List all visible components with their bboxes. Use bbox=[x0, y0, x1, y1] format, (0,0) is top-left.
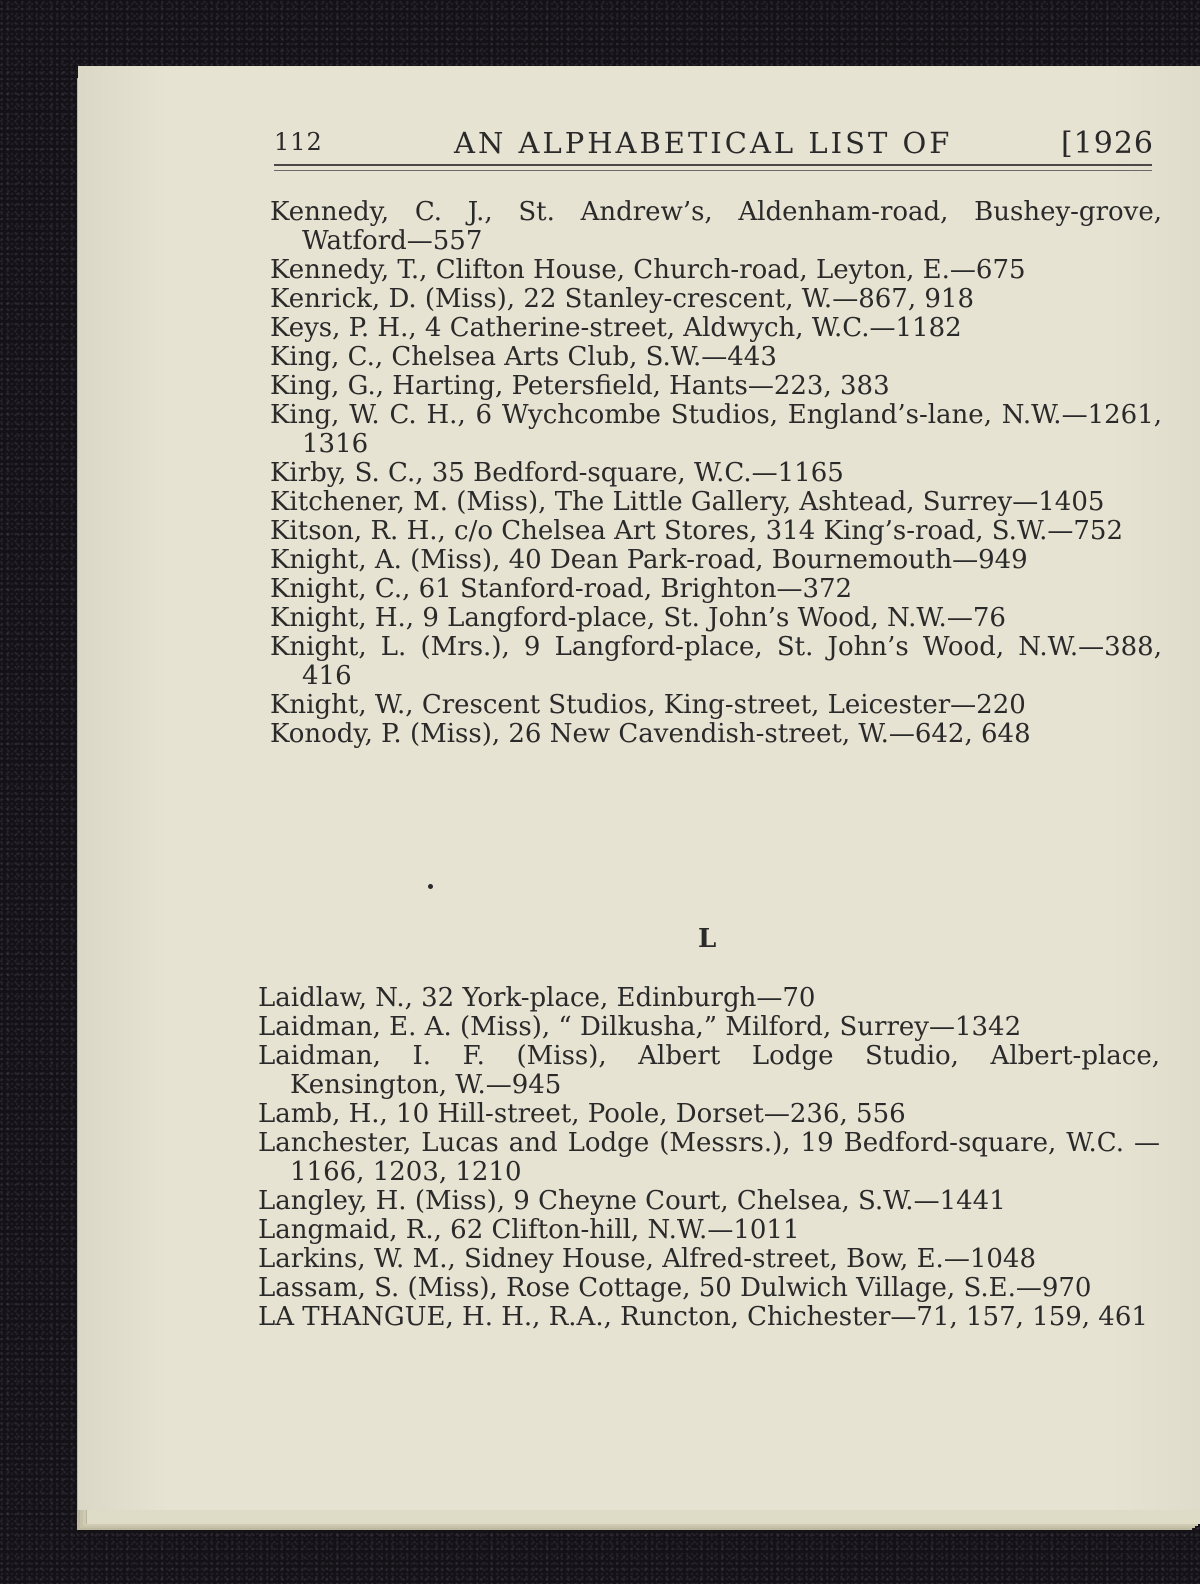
running-header bbox=[274, 124, 1154, 164]
list-entry: Laidman, I. F. (Miss), Albert Lodge Studio, Albert-place, Kensington, W.—945 bbox=[258, 1041, 1160, 1100]
list-entry: Knight, W., Crescent Studios, King-street, Leicester—220 bbox=[270, 690, 1026, 720]
section-l-list bbox=[258, 984, 1160, 1332]
running-title: AN ALPHABETICAL LIST OF bbox=[454, 126, 953, 160]
list-entry: Kennedy, C. J., St. Andrew’s, Aldenham-road, Bushey-grove, Watford—557 bbox=[270, 197, 1162, 256]
section-k-list bbox=[270, 198, 1162, 749]
list-entry: Kitson, R. H., c/o Chelsea Art Stores, 314 King’s-road, S.W.—752 bbox=[270, 516, 1124, 546]
header-rule bbox=[274, 164, 1152, 166]
year-marker: [1926 bbox=[1060, 126, 1154, 161]
page-number: 112 bbox=[274, 128, 323, 156]
book-page bbox=[78, 66, 1200, 1510]
list-entry: Keys, P. H., 4 Catherine-street, Aldwych, W.C.—1182 bbox=[270, 313, 962, 343]
list-entry: King, C., Chelsea Arts Club, S.W.—443 bbox=[270, 342, 777, 372]
list-entry: Kirby, S. C., 35 Bedford-square, W.C.—1165 bbox=[270, 458, 844, 488]
list-entry: Kenrick, D. (Miss), 22 Stanley-crescent, W.—867, 918 bbox=[270, 284, 974, 314]
list-entry: Langmaid, R., 62 Clifton-hill, N.W.—1011 bbox=[258, 1215, 800, 1245]
list-entry: Langley, H. (Miss), 9 Cheyne Court, Chelsea, S.W.—1441 bbox=[258, 1186, 1006, 1216]
ink-speck bbox=[428, 884, 433, 889]
list-entry: Lamb, H., 10 Hill-street, Poole, Dorset—236, 556 bbox=[258, 1099, 906, 1129]
list-entry: Knight, A. (Miss), 40 Dean Park-road, Bournemouth—949 bbox=[270, 545, 1028, 575]
list-entry: Laidlaw, N., 32 York-place, Edinburgh—70 bbox=[258, 983, 816, 1013]
list-entry: LA THANGUE, H. H., R.A., Runcton, Chichester—71, 157, 159, 461 bbox=[258, 1302, 1148, 1332]
header-rule-thin bbox=[274, 170, 1152, 171]
list-entry: Kitchener, M. (Miss), The Little Gallery, Ashtead, Surrey—1405 bbox=[270, 487, 1105, 517]
list-entry: Larkins, W. M., Sidney House, Alfred-street, Bow, E.—1048 bbox=[258, 1244, 1036, 1274]
list-entry: Laidman, E. A. (Miss), “ Dilkusha,” Milford, Surrey—1342 bbox=[258, 1012, 1022, 1042]
section-letter: L bbox=[698, 924, 717, 954]
list-entry: Knight, H., 9 Langford-place, St. John’s Wood, N.W.—76 bbox=[270, 603, 1006, 633]
list-entry: Lanchester, Lucas and Lodge (Messrs.), 19 Bedford-square, W.C. —1166, 1203, 1210 bbox=[258, 1128, 1160, 1187]
list-entry: Kennedy, T., Clifton House, Church-road, Leyton, E.—675 bbox=[270, 255, 1026, 285]
list-entry: King, G., Harting, Petersfield, Hants—223, 383 bbox=[270, 371, 890, 401]
list-entry: King, W. C. H., 6 Wychcombe Studios, England’s-lane, N.W.—1261, 1316 bbox=[270, 400, 1162, 459]
list-entry: Lassam, S. (Miss), Rose Cottage, 50 Dulwich Village, S.E.—970 bbox=[258, 1273, 1092, 1303]
list-entry: Knight, C., 61 Stanford-road, Brighton—372 bbox=[270, 574, 853, 604]
list-entry: Konody, P. (Miss), 26 New Cavendish-street, W.—642, 648 bbox=[270, 719, 1031, 749]
list-entry: Knight, L. (Mrs.), 9 Langford-place, St. John’s Wood, N.W.—388, 416 bbox=[270, 632, 1162, 691]
